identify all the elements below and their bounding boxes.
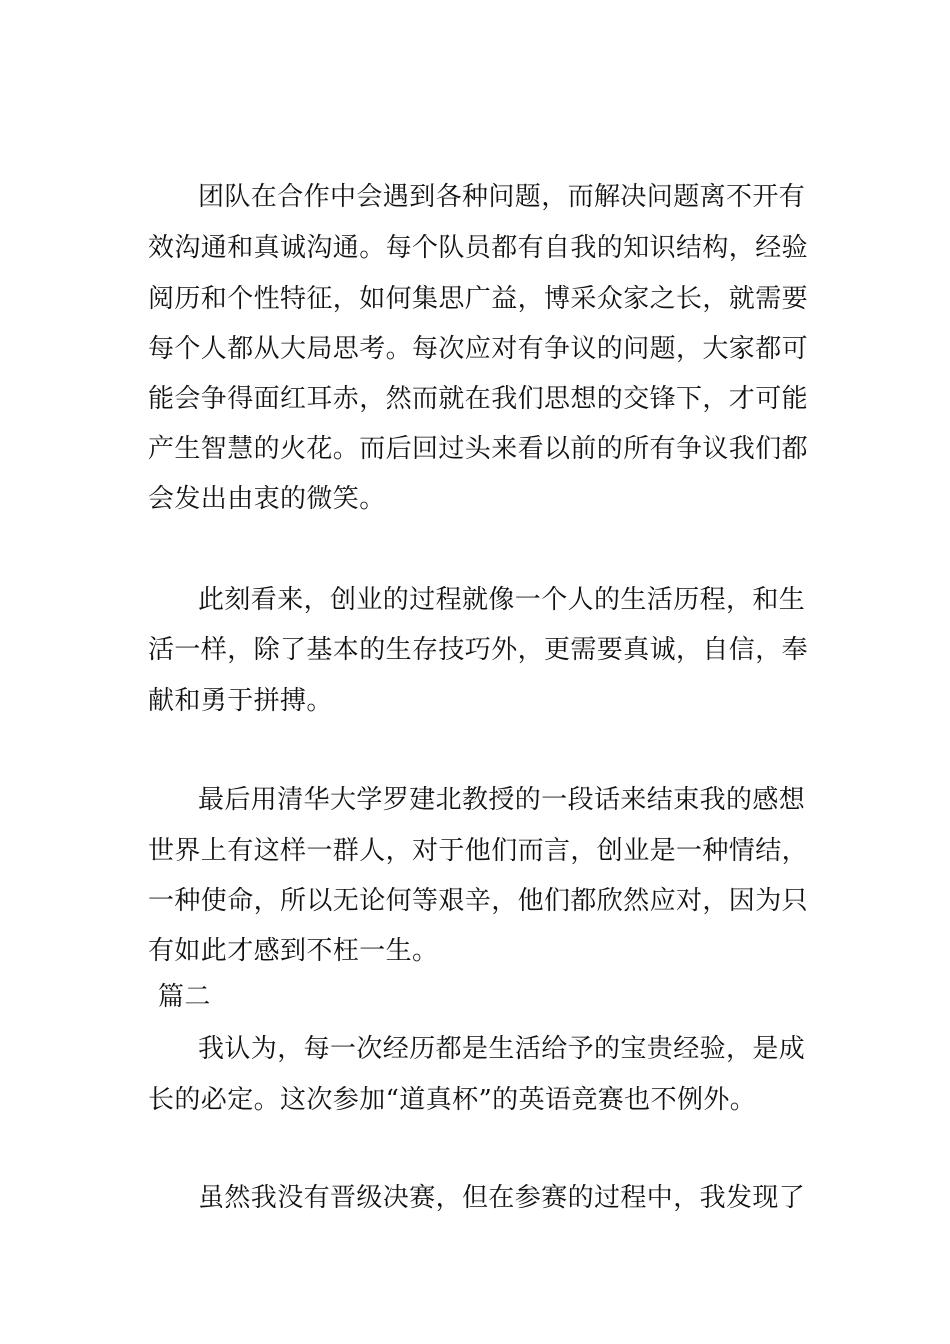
paragraph-4-line-1: 我认为，每一次经历都是生活给予的宝贵经验，是成 xyxy=(198,1034,806,1064)
paragraph-3-line-1: 最后用清华大学罗建北教授的一段话来结束我的感想 xyxy=(198,785,806,815)
paragraph-5-line-1: 虽然我没有晋级决赛，但在参赛的过程中，我发现了 xyxy=(198,1183,806,1213)
paragraph-1-line-7: 会发出由衷的微笑。 xyxy=(148,484,386,514)
paragraph-2-line-1: 此刻看来，创业的过程就像一个人的生活历程，和生 xyxy=(198,585,806,615)
paragraph-1-line-4: 每个人都从大局思考。每次应对有争议的问题，大家都可 xyxy=(148,334,809,364)
section-heading: 篇二 xyxy=(158,982,211,1012)
paragraph-4-line-2: 长的必定。这次参加“道真杯”的英语竞赛也不例外。 xyxy=(148,1085,757,1115)
paragraph-3-line-3: 一种使命，所以无论何等艰辛，他们都欣然应对，因为只 xyxy=(148,886,809,916)
paragraph-1-line-5: 能会争得面红耳赤，然而就在我们思想的交锋下，才可能 xyxy=(148,384,809,414)
paragraph-2-line-3: 献和勇于拼搏。 xyxy=(148,686,333,716)
paragraph-1-line-3: 阅历和个性特征，如何集思广益，博采众家之长，就需要 xyxy=(148,284,809,314)
paragraph-1-line-2: 效沟通和真诚沟通。每个队员都有自我的知识结构，经验 xyxy=(148,233,809,263)
paragraph-3-line-4: 有如此才感到不枉一生。 xyxy=(148,936,439,966)
paragraph-2-line-2: 活一样，除了基本的生存技巧外，更需要真诚，自信，奉 xyxy=(148,635,809,665)
paragraph-3-line-2: 世界上有这样一群人，对于他们而言，创业是一种情结， xyxy=(148,836,809,866)
paragraph-1-line-6: 产生智慧的火花。而后回过头来看以前的所有争议我们都 xyxy=(148,434,809,464)
paragraph-1-line-1: 团队在合作中会遇到各种问题，而解决问题离不开有 xyxy=(198,182,806,212)
